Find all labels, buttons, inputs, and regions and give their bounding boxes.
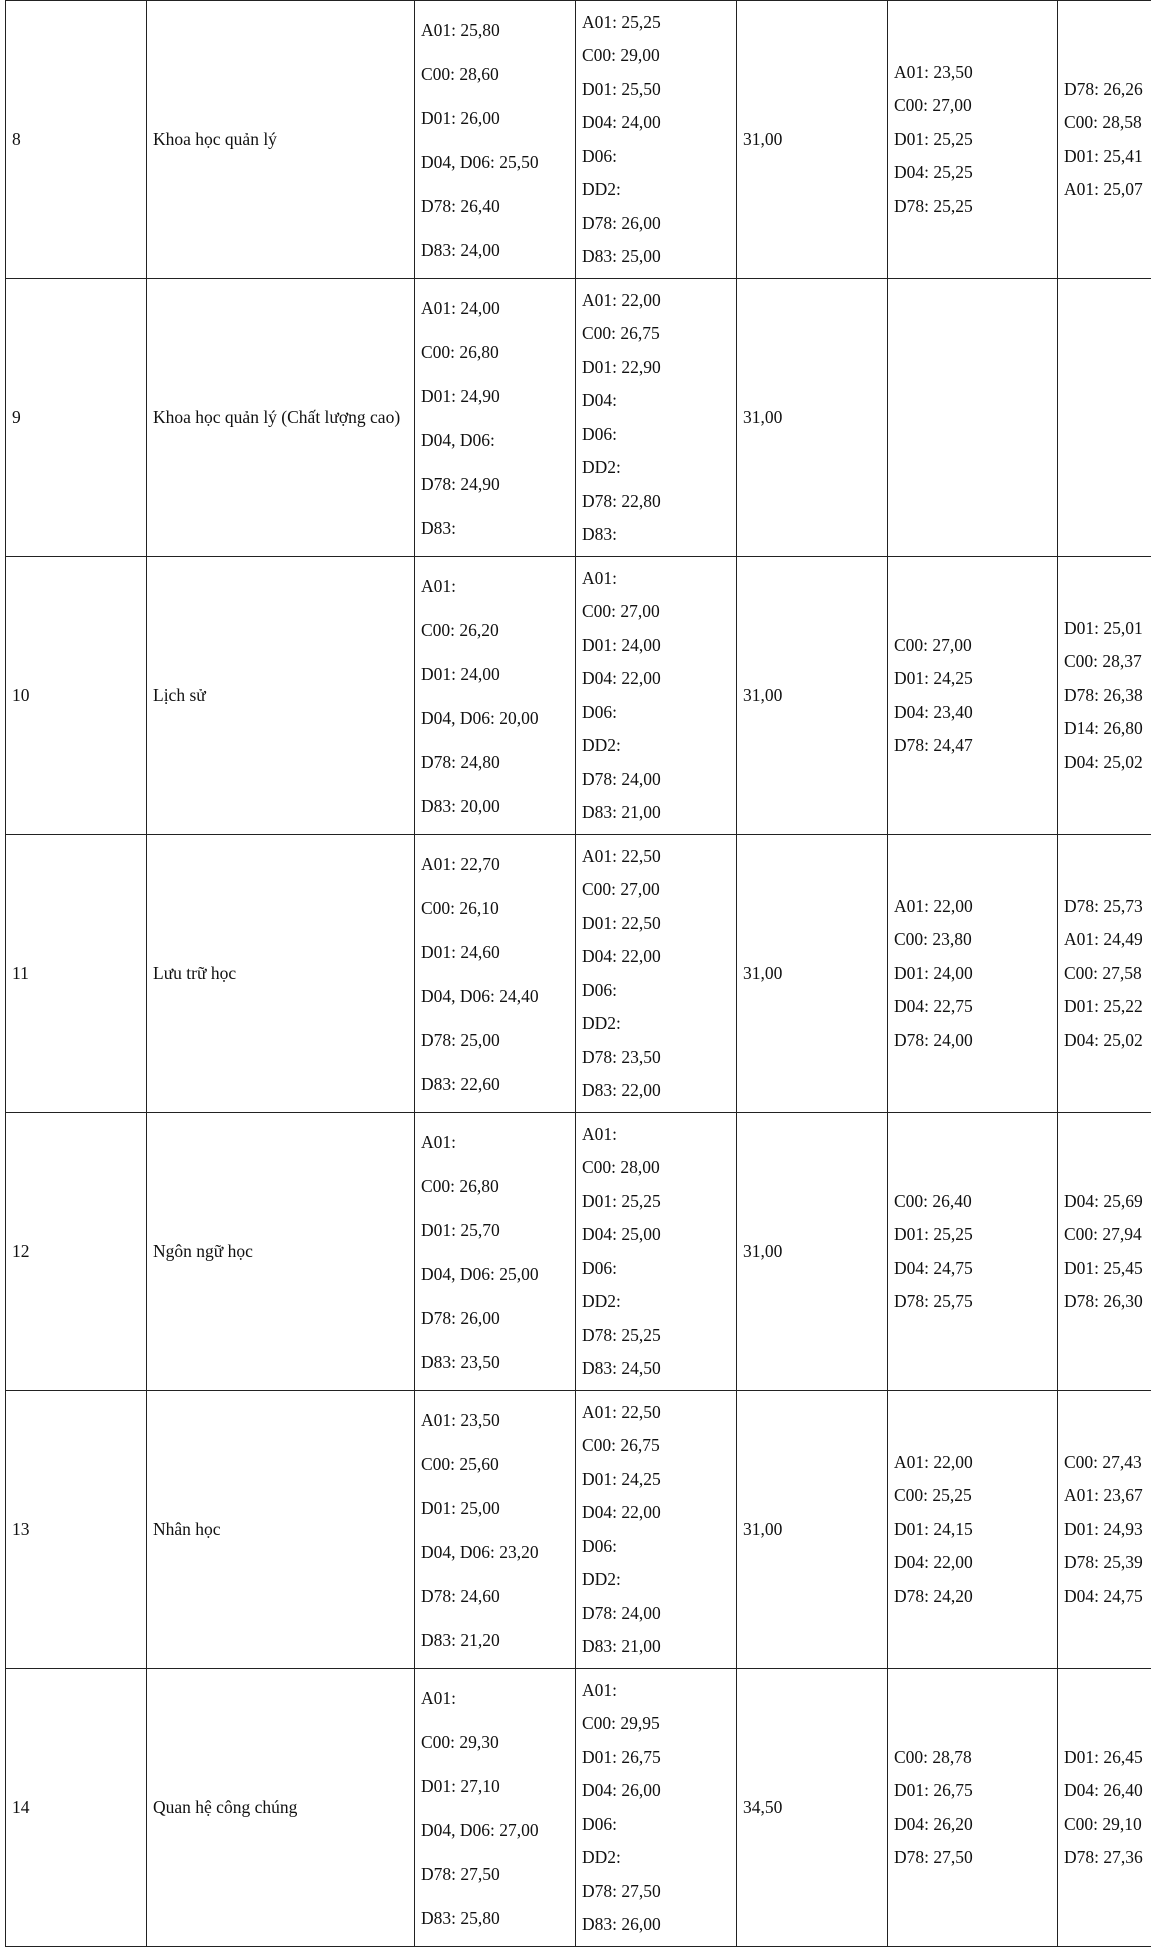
score-line-a: D83: 21,20 xyxy=(421,1618,569,1662)
score-line-e: D04: 26,40 xyxy=(1064,1774,1151,1808)
score-cell-b xyxy=(576,1391,737,1669)
score-line-e-list xyxy=(1064,1446,1151,1614)
score-line-e-list xyxy=(1064,73,1151,207)
row-number-cell: 12 xyxy=(6,1113,147,1391)
score-line-a: D83: 22,60 xyxy=(421,1062,569,1106)
score-line-d-list xyxy=(894,1741,1051,1875)
score-line-a: C00: 28,60 xyxy=(421,52,569,96)
score-line-b: D78: 23,50 xyxy=(582,1041,730,1075)
score-line-b-list xyxy=(582,1396,730,1664)
score-line-a: D78: 26,00 xyxy=(421,1296,569,1340)
score-line-b: D78: 25,25 xyxy=(582,1319,730,1353)
score-line-b: C00: 28,00 xyxy=(582,1151,730,1185)
score-line-a: C00: 29,30 xyxy=(421,1720,569,1764)
major-name-cell: Ngôn ngữ học xyxy=(147,1113,415,1391)
score-line-b: D01: 26,75 xyxy=(582,1741,730,1775)
score-line-e: D14: 26,80 xyxy=(1064,712,1151,746)
score-line-e: D78: 26,30 xyxy=(1064,1285,1151,1319)
score-line-b: D01: 24,25 xyxy=(582,1463,730,1497)
score-line-d: C00: 25,25 xyxy=(894,1479,1051,1513)
score-line-b: D06: xyxy=(582,140,730,174)
score-line-e: D78: 27,36 xyxy=(1064,1841,1151,1875)
score-line-e: A01: 25,07 xyxy=(1064,173,1151,207)
score-line-a: D78: 24,80 xyxy=(421,740,569,784)
score-line-a-list xyxy=(421,1676,569,1940)
score-line-b: D06: xyxy=(582,1252,730,1286)
score-line-b: D01: 25,50 xyxy=(582,73,730,107)
score-cell-b xyxy=(576,1113,737,1391)
score-line-a: D78: 27,50 xyxy=(421,1852,569,1896)
score-line-b: D04: 22,00 xyxy=(582,662,730,696)
score-line-e: C00: 28,58 xyxy=(1064,106,1151,140)
score-line-b-list xyxy=(582,6,730,274)
score-line-e-list xyxy=(1064,890,1151,1058)
score-line-d-list xyxy=(894,1446,1051,1614)
score-cell-e xyxy=(1058,557,1151,835)
score-cell-c: 31,00 xyxy=(737,1,888,279)
score-line-a: C00: 26,10 xyxy=(421,886,569,930)
score-line-d: D01: 24,15 xyxy=(894,1513,1051,1547)
score-line-b: D78: 26,00 xyxy=(582,207,730,241)
score-line-b: A01: 22,00 xyxy=(582,284,730,318)
score-line-d: D78: 24,20 xyxy=(894,1580,1051,1614)
table-row xyxy=(6,1,1151,279)
score-line-d-list xyxy=(894,1185,1051,1319)
score-cell-d xyxy=(888,1669,1058,1947)
score-line-e: C00: 28,37 xyxy=(1064,645,1151,679)
score-line-b: D83: 22,00 xyxy=(582,1074,730,1108)
score-line-a: D01: 24,90 xyxy=(421,374,569,418)
score-cell-d xyxy=(888,1,1058,279)
score-line-e: D78: 25,73 xyxy=(1064,890,1151,924)
score-line-e-list xyxy=(1064,612,1151,780)
score-line-b: DD2: xyxy=(582,451,730,485)
major-name-cell: Nhân học xyxy=(147,1391,415,1669)
score-cell-d xyxy=(888,279,1058,557)
score-line-d: C00: 27,00 xyxy=(894,629,1051,663)
score-line-a: D04, D06: 25,50 xyxy=(421,140,569,184)
score-line-a: D04, D06: 24,40 xyxy=(421,974,569,1018)
row-number-cell: 9 xyxy=(6,279,147,557)
score-line-a: D04, D06: 27,00 xyxy=(421,1808,569,1852)
major-name-cell: Khoa học quản lý (Chất lượng cao) xyxy=(147,279,415,557)
score-line-b: C00: 27,00 xyxy=(582,873,730,907)
score-line-d: D01: 24,25 xyxy=(894,662,1051,696)
score-line-a: C00: 26,20 xyxy=(421,608,569,652)
score-line-a: D83: 23,50 xyxy=(421,1340,569,1384)
score-cell-a xyxy=(415,1113,576,1391)
score-line-e: A01: 24,49 xyxy=(1064,923,1151,957)
score-line-a: C00: 26,80 xyxy=(421,1164,569,1208)
score-line-b: D83: 26,00 xyxy=(582,1908,730,1942)
score-cell-c: 31,00 xyxy=(737,835,888,1113)
score-line-e: C00: 27,94 xyxy=(1064,1218,1151,1252)
score-line-b: D06: xyxy=(582,418,730,452)
table-row xyxy=(6,1391,1151,1669)
score-line-e: A01: 23,67 xyxy=(1064,1479,1151,1513)
table-row xyxy=(6,835,1151,1113)
score-line-a: C00: 25,60 xyxy=(421,1442,569,1486)
score-cell-c: 31,00 xyxy=(737,1391,888,1669)
score-line-a-list xyxy=(421,1398,569,1662)
row-number-cell: 14 xyxy=(6,1669,147,1947)
score-line-a-list xyxy=(421,286,569,550)
score-line-a: D01: 25,00 xyxy=(421,1486,569,1530)
score-line-b: D01: 22,50 xyxy=(582,907,730,941)
score-line-b: D04: 22,00 xyxy=(582,1496,730,1530)
score-line-a: A01: 24,00 xyxy=(421,286,569,330)
score-line-a: D01: 24,60 xyxy=(421,930,569,974)
score-line-a-list xyxy=(421,842,569,1106)
score-line-b: D78: 22,80 xyxy=(582,485,730,519)
score-line-a: A01: xyxy=(421,1120,569,1164)
score-line-a: D78: 24,90 xyxy=(421,462,569,506)
score-line-a: D83: 24,00 xyxy=(421,228,569,272)
score-cell-c: 34,50 xyxy=(737,1669,888,1947)
score-line-d: D04: 23,40 xyxy=(894,696,1051,730)
score-line-b-list xyxy=(582,284,730,552)
major-name-cell: Khoa học quản lý xyxy=(147,1,415,279)
major-name-cell: Lưu trữ học xyxy=(147,835,415,1113)
score-line-b: D06: xyxy=(582,696,730,730)
score-line-b: C00: 26,75 xyxy=(582,1429,730,1463)
score-line-e: D01: 25,45 xyxy=(1064,1252,1151,1286)
score-line-b: DD2: xyxy=(582,729,730,763)
score-line-d-list xyxy=(894,56,1051,224)
score-cell-d xyxy=(888,557,1058,835)
table-row xyxy=(6,1669,1151,1947)
score-line-d: D04: 26,20 xyxy=(894,1808,1051,1842)
score-cell-e xyxy=(1058,835,1151,1113)
score-line-a: A01: xyxy=(421,564,569,608)
score-cell-a xyxy=(415,1669,576,1947)
score-line-a: D78: 25,00 xyxy=(421,1018,569,1062)
score-line-e: D04: 25,02 xyxy=(1064,746,1151,780)
score-line-b-list xyxy=(582,1674,730,1942)
score-cell-e xyxy=(1058,1113,1151,1391)
table-row xyxy=(6,557,1151,835)
score-line-d: D04: 22,75 xyxy=(894,990,1051,1024)
score-line-a: A01: 23,50 xyxy=(421,1398,569,1442)
score-line-e: C00: 29,10 xyxy=(1064,1808,1151,1842)
score-line-b: D83: 21,00 xyxy=(582,1630,730,1664)
score-line-e-list xyxy=(1064,1741,1151,1875)
score-line-a: A01: 22,70 xyxy=(421,842,569,886)
admission-scores-table xyxy=(5,0,1151,1947)
score-line-b: D04: 26,00 xyxy=(582,1774,730,1808)
score-line-d: D78: 25,25 xyxy=(894,190,1051,224)
score-cell-a xyxy=(415,279,576,557)
score-line-a: D83: xyxy=(421,506,569,550)
score-line-b-list xyxy=(582,1118,730,1386)
score-line-b: DD2: xyxy=(582,1563,730,1597)
score-line-e: C00: 27,43 xyxy=(1064,1446,1151,1480)
score-cell-d xyxy=(888,1391,1058,1669)
score-line-e: D01: 26,45 xyxy=(1064,1741,1151,1775)
score-line-a: D04, D06: xyxy=(421,418,569,462)
score-line-e: D04: 24,75 xyxy=(1064,1580,1151,1614)
score-line-b: D01: 24,00 xyxy=(582,629,730,663)
score-line-e: D78: 26,38 xyxy=(1064,679,1151,713)
score-line-b: D04: 25,00 xyxy=(582,1218,730,1252)
score-line-e-list xyxy=(1064,1185,1151,1319)
score-line-e: D01: 24,93 xyxy=(1064,1513,1151,1547)
score-line-d: A01: 22,00 xyxy=(894,890,1051,924)
score-line-b: D04: xyxy=(582,384,730,418)
score-line-d: A01: 22,00 xyxy=(894,1446,1051,1480)
score-line-e: D04: 25,69 xyxy=(1064,1185,1151,1219)
score-line-b: D06: xyxy=(582,1530,730,1564)
score-line-b: A01: xyxy=(582,1118,730,1152)
score-line-a: D01: 25,70 xyxy=(421,1208,569,1252)
score-line-b: D83: 21,00 xyxy=(582,796,730,830)
score-line-d: D78: 24,00 xyxy=(894,1024,1051,1058)
score-cell-b xyxy=(576,1,737,279)
score-line-b: D78: 24,00 xyxy=(582,1597,730,1631)
score-line-d: D78: 25,75 xyxy=(894,1285,1051,1319)
score-cell-d xyxy=(888,835,1058,1113)
score-line-a: D04, D06: 23,20 xyxy=(421,1530,569,1574)
score-line-a: A01: 25,80 xyxy=(421,8,569,52)
score-line-b: D01: 25,25 xyxy=(582,1185,730,1219)
score-line-b: D06: xyxy=(582,974,730,1008)
score-line-d: C00: 23,80 xyxy=(894,923,1051,957)
major-name-cell: Lịch sử xyxy=(147,557,415,835)
score-line-a: C00: 26,80 xyxy=(421,330,569,374)
score-cell-e xyxy=(1058,1391,1151,1669)
score-line-a: D78: 24,60 xyxy=(421,1574,569,1618)
major-name-cell: Quan hệ công chúng xyxy=(147,1669,415,1947)
score-line-d: D01: 24,00 xyxy=(894,957,1051,991)
score-line-d: C00: 26,40 xyxy=(894,1185,1051,1219)
score-line-e: C00: 27,58 xyxy=(1064,957,1151,991)
score-cell-a xyxy=(415,1391,576,1669)
score-line-b: A01: 25,25 xyxy=(582,6,730,40)
score-line-b: A01: 22,50 xyxy=(582,1396,730,1430)
score-line-d: D04: 25,25 xyxy=(894,156,1051,190)
score-cell-d xyxy=(888,1113,1058,1391)
row-number-cell: 13 xyxy=(6,1391,147,1669)
row-number-cell: 8 xyxy=(6,1,147,279)
score-cell-c: 31,00 xyxy=(737,279,888,557)
row-number-cell: 10 xyxy=(6,557,147,835)
score-line-b: D04: 22,00 xyxy=(582,940,730,974)
score-line-d: D01: 25,25 xyxy=(894,1218,1051,1252)
table-body xyxy=(6,1,1151,1947)
score-cell-b xyxy=(576,835,737,1113)
table-row xyxy=(6,1113,1151,1391)
score-line-b: DD2: xyxy=(582,1007,730,1041)
score-line-d: C00: 27,00 xyxy=(894,89,1051,123)
score-cell-a xyxy=(415,557,576,835)
score-line-d: D01: 26,75 xyxy=(894,1774,1051,1808)
score-cell-e xyxy=(1058,1,1151,279)
score-line-d-list xyxy=(894,890,1051,1058)
score-cell-c: 31,00 xyxy=(737,1113,888,1391)
score-cell-a xyxy=(415,1,576,279)
score-line-b: C00: 26,75 xyxy=(582,317,730,351)
score-line-d: D78: 27,50 xyxy=(894,1841,1051,1875)
score-line-b: D78: 27,50 xyxy=(582,1875,730,1909)
score-line-e: D78: 25,39 xyxy=(1064,1546,1151,1580)
score-line-b: DD2: xyxy=(582,173,730,207)
score-cell-b xyxy=(576,557,737,835)
score-line-a-list xyxy=(421,1120,569,1384)
score-line-b: D06: xyxy=(582,1808,730,1842)
score-line-a: D01: 26,00 xyxy=(421,96,569,140)
table-row xyxy=(6,279,1151,557)
score-line-a-list xyxy=(421,8,569,272)
score-line-a: D04, D06: 20,00 xyxy=(421,696,569,740)
score-line-d: D04: 22,00 xyxy=(894,1546,1051,1580)
score-line-b: D83: 24,50 xyxy=(582,1352,730,1386)
score-cell-b xyxy=(576,279,737,557)
score-line-a: D04, D06: 25,00 xyxy=(421,1252,569,1296)
score-line-b: DD2: xyxy=(582,1285,730,1319)
score-cell-e xyxy=(1058,279,1151,557)
score-line-b: C00: 29,95 xyxy=(582,1707,730,1741)
score-line-b: DD2: xyxy=(582,1841,730,1875)
score-line-e: D78: 26,26 xyxy=(1064,73,1151,107)
score-line-a-list xyxy=(421,564,569,828)
score-line-b: A01: xyxy=(582,1674,730,1708)
score-line-d: C00: 28,78 xyxy=(894,1741,1051,1775)
score-line-b: D04: 24,00 xyxy=(582,106,730,140)
score-line-b: C00: 27,00 xyxy=(582,595,730,629)
score-line-d-list xyxy=(894,629,1051,763)
score-cell-e xyxy=(1058,1669,1151,1947)
score-line-b-list xyxy=(582,562,730,830)
score-line-a: D01: 27,10 xyxy=(421,1764,569,1808)
score-line-b: D01: 22,90 xyxy=(582,351,730,385)
score-line-b-list xyxy=(582,840,730,1108)
score-line-a: D83: 25,80 xyxy=(421,1896,569,1940)
score-cell-b xyxy=(576,1669,737,1947)
score-line-b: A01: xyxy=(582,562,730,596)
score-line-d: A01: 23,50 xyxy=(894,56,1051,90)
score-line-d: D04: 24,75 xyxy=(894,1252,1051,1286)
score-line-e: D01: 25,41 xyxy=(1064,140,1151,174)
score-line-a: A01: xyxy=(421,1676,569,1720)
score-line-e: D01: 25,22 xyxy=(1064,990,1151,1024)
score-line-a: D78: 26,40 xyxy=(421,184,569,228)
score-line-b: A01: 22,50 xyxy=(582,840,730,874)
score-line-b: D78: 24,00 xyxy=(582,763,730,797)
score-line-a: D01: 24,00 xyxy=(421,652,569,696)
score-cell-a xyxy=(415,835,576,1113)
score-cell-c: 31,00 xyxy=(737,557,888,835)
score-line-b: C00: 29,00 xyxy=(582,39,730,73)
score-line-b: D83: 25,00 xyxy=(582,240,730,274)
score-line-b: D83: xyxy=(582,518,730,552)
score-line-e: D01: 25,01 xyxy=(1064,612,1151,646)
row-number-cell: 11 xyxy=(6,835,147,1113)
score-line-a: D83: 20,00 xyxy=(421,784,569,828)
score-line-d: D78: 24,47 xyxy=(894,729,1051,763)
score-line-e: D04: 25,02 xyxy=(1064,1024,1151,1058)
score-line-d: D01: 25,25 xyxy=(894,123,1051,157)
